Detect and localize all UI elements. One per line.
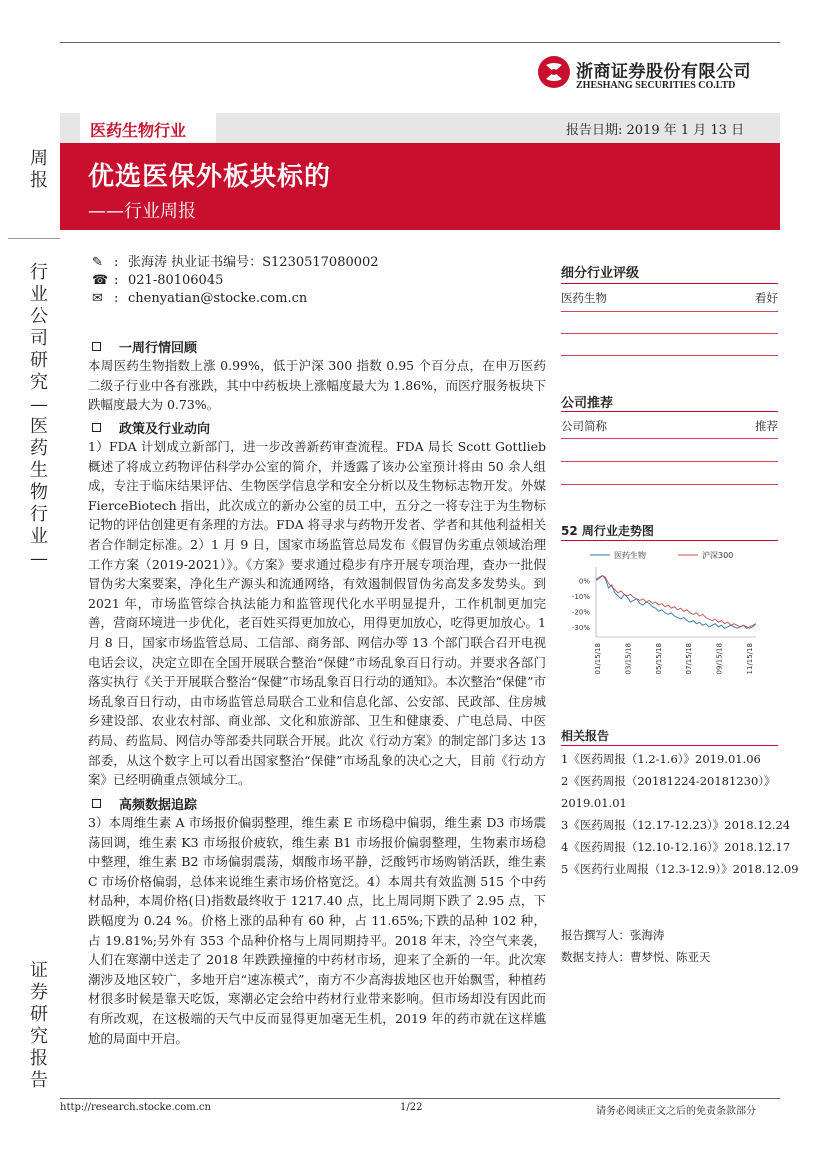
phone-colon: :: [114, 273, 119, 288]
section-heading: [92, 794, 197, 813]
x-tick-label: 07/15/18: [685, 643, 694, 675]
phone-row: [92, 272, 379, 290]
x-tick-label: 03/15/18: [624, 643, 633, 675]
related-report-item[interactable]: 2019.01.01: [561, 796, 627, 810]
checkbox-square-icon: [92, 799, 101, 808]
recommend-col-company: 公司简称: [561, 419, 607, 433]
credits: [561, 924, 711, 968]
rating-rule: [561, 333, 778, 334]
checkbox-square-icon: [92, 342, 101, 351]
email-colon: :: [114, 291, 119, 306]
rating-value: 看好: [755, 291, 778, 305]
section-heading-text: 政策及行业动向: [119, 422, 211, 437]
related-title: 相关报告: [561, 729, 610, 743]
series-line: [596, 576, 756, 629]
author-colon: :: [114, 255, 119, 270]
related-report-item[interactable]: 2《医药周报（20181224-20181230）》: [561, 774, 776, 788]
checkbox-square-icon: [92, 423, 101, 432]
industry-tab: 医药生物行业: [80, 113, 216, 143]
y-tick-label: 0%: [578, 577, 590, 586]
section-body: [88, 437, 546, 790]
chart-rule: [561, 540, 778, 541]
section-body: [88, 813, 546, 1048]
rating-rule: [561, 311, 778, 312]
y-tick-label: -30%: [571, 623, 590, 632]
author-phone: 021-80106045: [128, 273, 224, 288]
related-report-item[interactable]: 5《医药行业周报（12.3-12.9）》2018.12.09: [561, 862, 799, 876]
page-number: 1/22: [400, 1102, 423, 1113]
x-tick-label: 01/15/18: [594, 643, 602, 675]
bottom-rule: [60, 1098, 780, 1099]
related-report-item[interactable]: 4《医药周报（12.10-12.16）》2018.12.17: [561, 840, 791, 854]
company-logo-icon: [537, 55, 571, 89]
section-heading: [92, 418, 210, 437]
section-body: [88, 356, 546, 415]
recommend-col-rating: 推荐: [755, 419, 778, 433]
recommend-header-row: [561, 418, 778, 434]
author-email[interactable]: chenyatian@stocke.com.cn: [128, 291, 308, 306]
company-name-cn: 浙商证券股份有限公司: [576, 62, 751, 82]
section-heading: [92, 337, 197, 356]
report-footer-vertical: 证券研究报告: [30, 960, 48, 1091]
rating-rule: [561, 283, 778, 284]
report-date: 报告日期: 2019 年 1 月 13 日: [566, 123, 745, 138]
mail-icon: ✉: [92, 291, 103, 306]
rating-row: [561, 290, 778, 306]
footer-url[interactable]: http://research.stocke.com.cn: [60, 1102, 211, 1113]
paragraph: 1）FDA 计划成立新部门，进一步改善新药审查流程。FDA 局长 Scott Gottlieb 概述了将成立药物评估科学办公室的简介，并透露了该办公室预计将由 50 余人组成，专注于临床结果评估、生物医学信息学和安全分析以及生物标志物开发。外媒 FierceBiotech 指出，此次成立的新办公室的员工中，五分之一将专注于为生物标记物的评估创建更有条理的方法。FDA 将寻求与药物开发者、学者和其他利益相关者合作制定标准。2）1 月 9 日，国家市场监管总局发布《假冒伪劣重点领域治理工作方案（2019-2021）》。《方案》要求通过稳步有序开展专项治理，查办一批假冒伪劣大案要案，净化生产源头和流通网络，有效遏制假冒伪劣高发多发势头。到 2021 年，市场监管综合执法能力和监管现代化水平明显提升，工作机制更加完善，营商环境进一步优化，老百姓买得更加放心，用得更加放心，吃得更加放心。1 月 8 日，国家市场监管总局、工信部、商务部、网信办等 13 个部门联合召开电视电话会议，决定立即在全国开展联合整治“保健”市场乱象百日行动。并要求各部门落实执行《关于开展联合整治“保健”市场乱象百日行动的通知》。本次整治“保健”市场乱象百日行动，由市场监管总局联合工业和信息化部、公安部、民政部、住房城乡建设部、农业农村部、商业部、文化和旅游部、卫生和健康委、广电总局、中医药局、药监局、网信办等部委共同联合开展。此次《行动方案》的制定部门多达 13 部委，从这个数字上可以看出国家整治“保健”市场乱象的决心之大，目前《行动方案》已经明确重点领域分工。: [88, 439, 546, 788]
paragraph: 本周医药生物指数上涨 0.99%，低于沪深 300 指数 0.95 个百分点，在申万医药二级子行业中各有涨跌，其中中药板块上涨幅度最大为 1.86%，而医疗服务板块下跌幅度最大为 0.73%。: [88, 358, 546, 413]
x-tick-label: 05/15/18: [654, 643, 663, 675]
series-line: [596, 576, 756, 629]
rating-sector: 医药生物: [561, 291, 607, 305]
footer-disclaimer: 请务必阅读正文之后的免责条款部分: [596, 1106, 756, 1117]
trend-chart: [560, 543, 780, 685]
author-block: [92, 254, 379, 308]
recommend-rule: [561, 438, 778, 439]
recommend-rule: [561, 484, 778, 485]
recommend-rule: [561, 461, 778, 462]
recommend-rule: [561, 411, 778, 412]
paragraph: 3）本周维生素 A 市场报价偏弱整理，维生素 E 市场稳中偏弱，维生素 D3 市场震荡回调，维生素 K3 市场报价疲软，维生素 B1 市场报价偏弱整理，生物素市场稳中整理，维生素 B2 市场偏弱震荡，烟酸市场平静，泛酸钙市场购销活跃，维生素 C 市场价格偏弱，总体来说维生素市场价格宽泛。4）本周共有效监测 515 个中药材品种，本周价格(日)指数最终收于 1217.40 点，比上周同期下跌了 2.95 点，下跌幅度为 0.24 %。价格上涨的品种有 60 种，占 11.65%;下跌的品种 102 种，占 19.81%;另外有 353 个品种价格与上周同期持平。2018 年末，冷空气来袭，人们在寒潮中送走了 2018 年跌跌撞撞的中药材市场，迎来了全新的一年。此次寒潮涉及地区较广，多地开启“速冻模式”，南方不少高海拔地区也开始飘雪，种植药材很多时候是靠天吃饭，寒潮必定会给中药材行业带来影响。但市场却没有因此而有所改观，在这极端的天气中反而显得更加毫无生机，2019 年的药市就在这样尴尬的局面中开启。: [88, 815, 546, 1046]
related-report-item[interactable]: 3《医药周报（12.17-12.23）》2018.12.24: [561, 818, 791, 832]
related-report-item[interactable]: 1《医药周报（1.2-1.6）》2019.01.06: [561, 752, 761, 766]
section-heading-text: 高频数据追踪: [119, 798, 198, 813]
rating-rule: [561, 355, 778, 356]
author-row: [92, 254, 379, 272]
pencil-icon: ✎: [92, 255, 103, 270]
company-name-en: ZHESHANG SECURITIES CO.LTD: [576, 80, 736, 91]
y-tick-label: -20%: [571, 608, 590, 617]
legend-label: 沪深300: [702, 551, 734, 560]
section-heading-text: 一周行情回顾: [119, 341, 198, 356]
rating-title: 细分行业评级: [561, 266, 640, 281]
chart-title: 52 周行业走势图: [561, 524, 654, 538]
report-title: 优选医保外板块标的: [88, 162, 332, 192]
report-subtitle: ——行业周报: [88, 201, 196, 222]
related-reports: [561, 748, 799, 880]
legend-label: 医药生物: [614, 551, 646, 560]
report-type-vertical: 周报: [30, 148, 48, 191]
email-row: [92, 290, 379, 308]
recommend-title: 公司推荐: [561, 396, 614, 411]
author-name: 张海涛 执业证书编号：S1230517080002: [128, 255, 379, 270]
phone-icon: ☎: [92, 273, 109, 288]
report-writer: 报告撰写人：张海涛: [561, 928, 665, 942]
top-rule: [60, 42, 780, 43]
data-supporters: 数据支持人：曹梦悦、陈亚天: [561, 950, 711, 964]
y-tick-label: -10%: [571, 592, 590, 601]
related-rule: [561, 745, 778, 746]
left-divider: [8, 238, 60, 239]
x-tick-label: 11/15/18: [746, 643, 754, 675]
x-tick-label: 09/15/18: [715, 643, 724, 675]
report-category-vertical: 行业公司研究—医药生物行业—: [30, 262, 48, 569]
